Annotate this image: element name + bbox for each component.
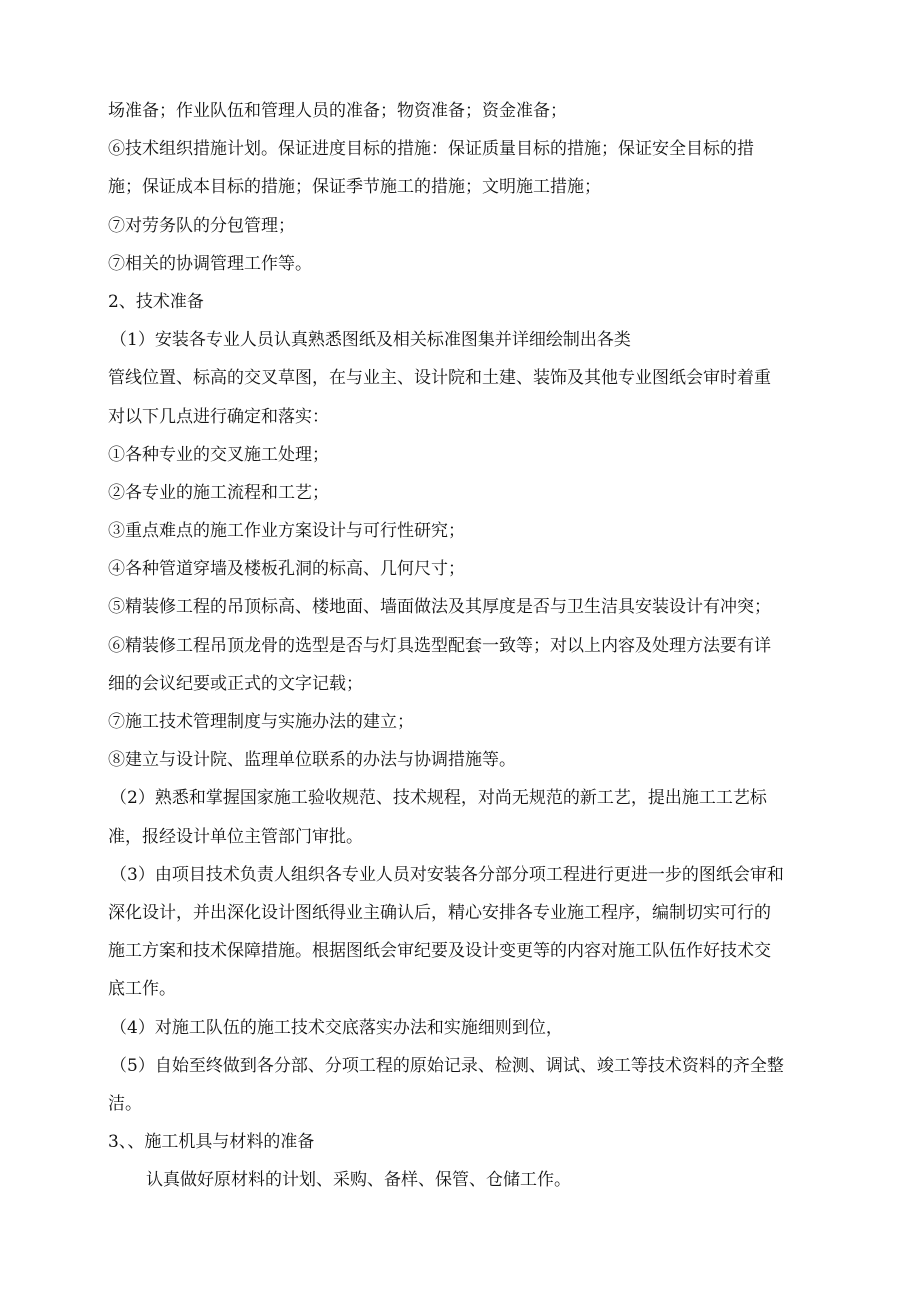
text-line: ⑧建立与设计院、监理单位联系的办法与协调措施等。 bbox=[108, 750, 516, 771]
text-line: 场准备；作业队伍和管理人员的准备；物资准备；资金准备； bbox=[108, 101, 567, 121]
text-line: ③重点难点的施工作业方案设计与可行性研究； bbox=[108, 521, 465, 542]
text-line: ⑦相关的协调管理工作等。 bbox=[108, 253, 312, 274]
text-line: （3）由项目技术负责人组织各专业人员对安装各分部分项工程进行更进一步的图纸会审和 bbox=[110, 864, 784, 885]
text-line: ①各种专业的交叉施工处理； bbox=[108, 444, 329, 465]
text-line: 管线位置、标高的交叉草图，在与业主、设计院和土建、装饰及其他专业图纸会审时着重 bbox=[108, 368, 771, 389]
text-line: （4）对施工队伍的施工技术交底落实办法和实施细则到位， bbox=[110, 1017, 563, 1038]
section-heading: 2、技术准备 bbox=[108, 291, 204, 312]
text-line: 洁。 bbox=[108, 1093, 142, 1114]
text-line: ⑦施工技术管理制度与实施办法的建立； bbox=[108, 712, 414, 732]
text-line: ⑤精装修工程的吊顶标高、楼地面、墙面做法及其厚度是否与卫生洁具安装设计有冲突； bbox=[108, 597, 771, 618]
document-body bbox=[108, 92, 848, 1199]
text-line: 准，报经设计单位主管部门审批。 bbox=[108, 826, 363, 847]
text-line: 对以下几点进行确定和落实： bbox=[108, 406, 329, 427]
text-line: 底工作。 bbox=[108, 979, 176, 1000]
section-heading: 3、、施工机具与材料的准备 bbox=[108, 1132, 315, 1153]
text-line: （5）自始至终做到各分部、分项工程的原始记录、检测、调试、竣工等技术资料的齐全整 bbox=[110, 1055, 784, 1076]
text-line: ②各专业的施工流程和工艺； bbox=[108, 482, 329, 503]
text-line: 施；保证成本目标的措施；保证季节施工的措施；文明施工措施； bbox=[108, 177, 601, 198]
text-line: 施工方案和技术保障措施。根据图纸会审纪要及设计变更等的内容对施工队伍作好技术交 bbox=[108, 941, 771, 962]
text-line: 认真做好原材料的计划、采购、备样、保管、仓储工作。 bbox=[146, 1170, 571, 1191]
text-line: （2）熟悉和掌握国家施工验收规范、技术规程，对尚无规范的新工艺，提出施工工艺标 bbox=[110, 788, 767, 809]
text-line: ④各种管道穿墙及楼板孔洞的标高、几何尺寸； bbox=[108, 559, 465, 580]
text-line: （1）安装各专业人员认真熟悉图纸及相关标准图集并详细绘制出各类 bbox=[110, 330, 631, 351]
text-line: ⑦对劳务队的分包管理； bbox=[108, 215, 295, 236]
text-line: ⑥精装修工程吊顶龙骨的选型是否与灯具选型配套一致等；对以上内容及处理方法要有详 bbox=[108, 635, 771, 656]
text-line: 细的会议纪要或正式的文字记载； bbox=[108, 673, 363, 694]
text-line: ⑥技术组织措施计划。保证进度目标的措施：保证质量目标的措施；保证安全目标的措 bbox=[108, 139, 754, 160]
text-line: 深化设计，并出深化设计图纸得业主确认后，精心安排各专业施工程序，编制切实可行的 bbox=[108, 902, 771, 923]
